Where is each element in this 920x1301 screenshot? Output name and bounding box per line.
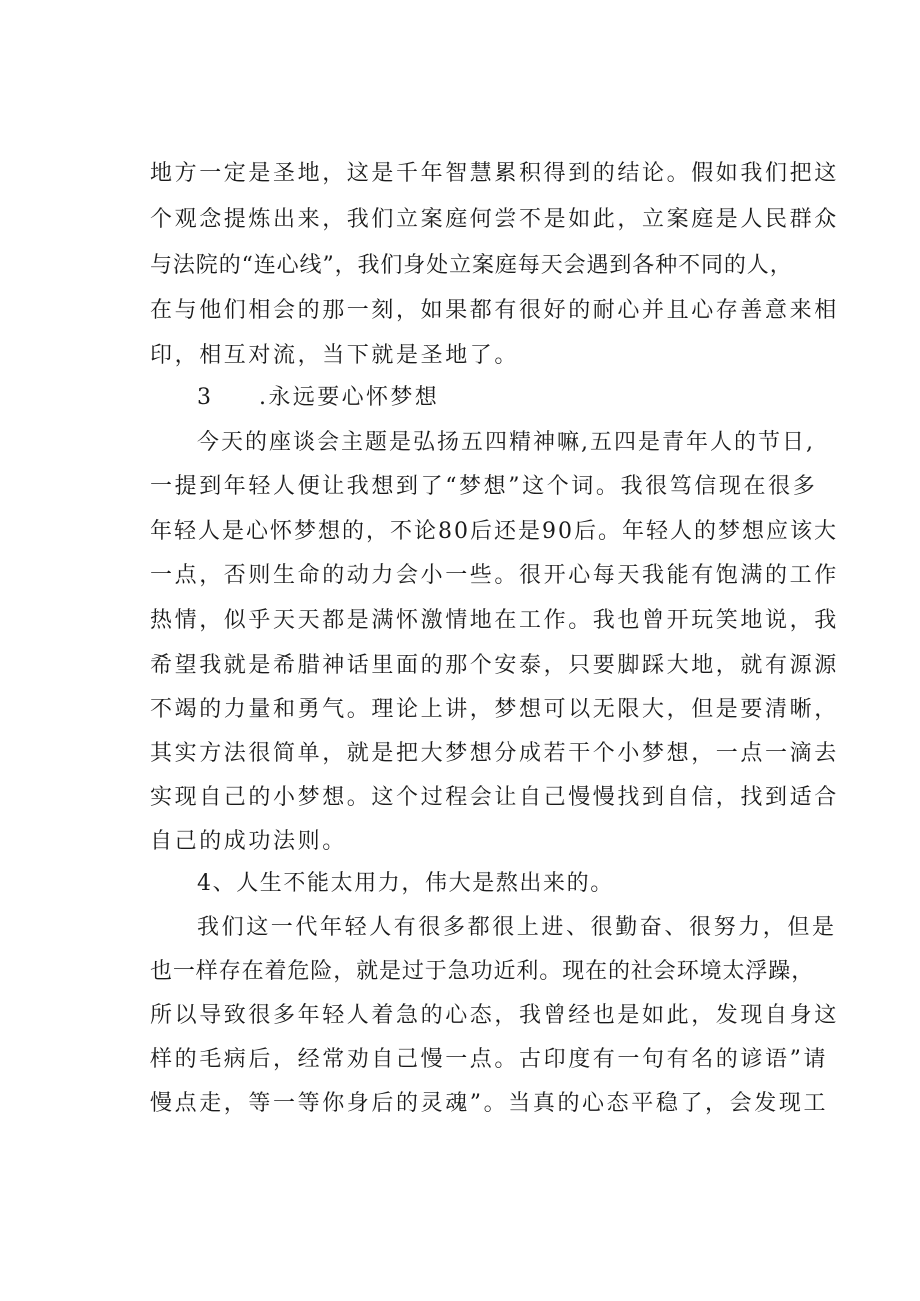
paragraph-2-line-8: 其实方法很简单，就是把大梦想分成若干个小梦想，一点一滴去 <box>150 741 839 766</box>
paragraph-1-line-3: 与法院的“连心线”，我们身处立案庭每天会遇到各种不同的人， <box>150 253 793 278</box>
paragraph-3-line-3: 所以导致很多年轻人着急的心态，我曾经也是如此，发现自身这 <box>150 1003 839 1028</box>
paragraph-2-line-2: 一提到年轻人便让我想到了“梦想”这个词。我很笃信现在很多 <box>150 474 818 499</box>
paragraph-2-line-10: 自己的成功法则。 <box>150 829 347 854</box>
paragraph-2-line-6: 希望我就是希腊神话里面的那个安泰，只要脚踩大地，就有源源 <box>150 653 839 678</box>
paragraph-1-line-1: 地方一定是圣地，这是千年智慧累积得到的结论。假如我们把这 <box>150 161 839 186</box>
paragraph-3-line-1: 我们这一代年轻人有很多都很上进、很勤奋、很努力，但是 <box>197 915 837 940</box>
paragraph-3-line-2: 也一样存在着危险，就是过于急功近利。现在的社会环境太浮躁， <box>150 959 815 984</box>
paragraph-3-line-5: 慢点走，等一等你身后的灵魂”。当真的心态平稳了，会发现工 <box>150 1091 829 1116</box>
paragraph-3-line-4: 样的毛病后，经常劝自己慢一点。古印度有一句有名的谚语”请 <box>150 1047 829 1072</box>
paragraph-2-line-4: 一点，否则生命的动力会小一些。很开心每天我能有饱满的工作 <box>150 563 839 588</box>
paragraph-2-line-3: 年轻人是心怀梦想的，不论80后还是90后。年轻人的梦想应该大 <box>150 519 838 544</box>
paragraph-2-line-1: 今天的座谈会主题是弘扬五四精神嘛,五四是青年人的节日, <box>197 430 815 455</box>
paragraph-1-line-2: 个观念提炼出来，我们立案庭何尝不是如此，立案庭是人民群众 <box>150 207 839 232</box>
paragraph-2-line-5: 热情，似乎天天都是满怀激情地在工作。我也曾开玩笑地说，我 <box>150 608 839 633</box>
heading-3-number: 3 <box>197 385 211 410</box>
paragraph-2-line-9: 实现自己的小梦想。这个过程会让自己慢慢找到自信，找到适合 <box>150 785 839 810</box>
paragraph-2-line-7: 不竭的力量和勇气。理论上讲，梦想可以无限大，但是要清晰， <box>150 697 839 722</box>
paragraph-1-line-4: 在与他们相会的那一刻，如果都有很好的耐心并且心存善意来相 <box>150 298 839 323</box>
paragraph-1-line-5: 印，相互对流，当下就是圣地了。 <box>150 343 520 368</box>
heading-3-text: .永远要心怀梦想 <box>259 385 440 410</box>
heading-4-text: 4、人生不能太用力，伟大是熬出来的。 <box>197 871 614 896</box>
